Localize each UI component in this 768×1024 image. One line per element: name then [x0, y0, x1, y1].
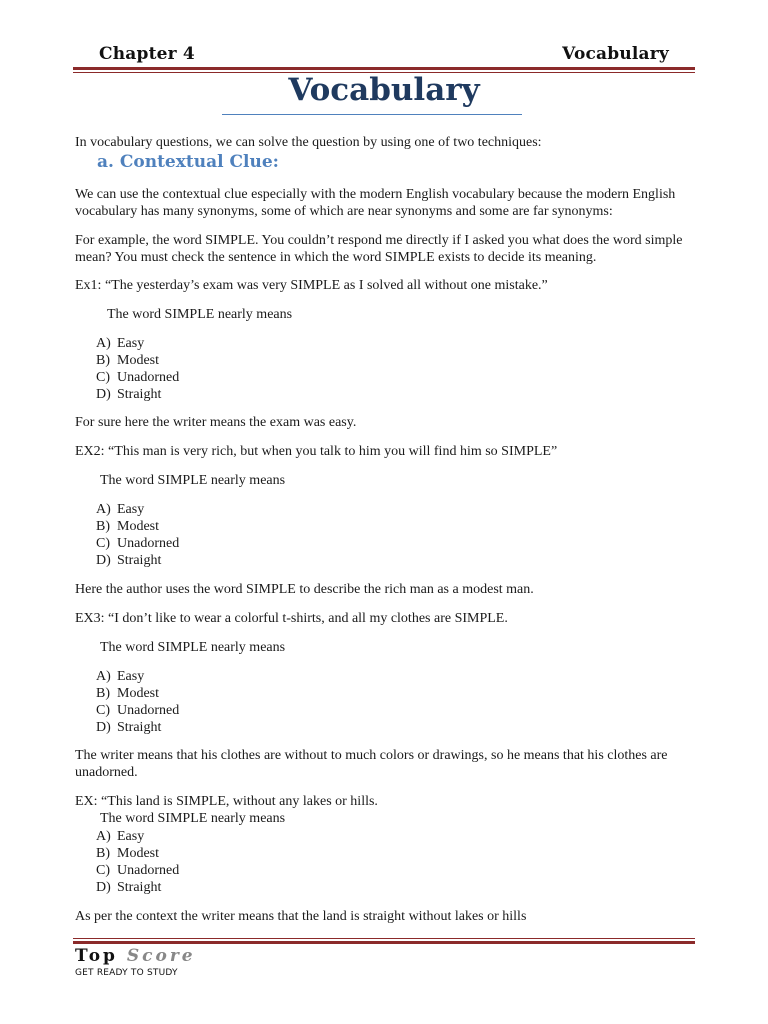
option-a — [96, 501, 179, 518]
example-2-explanation: Here the author uses the word SIMPLE to describe the rich man as a modest man. — [75, 582, 534, 597]
option-text: Easy — [117, 336, 145, 351]
option-a — [96, 668, 179, 685]
option-letter: B) — [96, 846, 110, 861]
example-4-prompt: The word SIMPLE nearly means — [100, 811, 286, 826]
option-c — [96, 535, 179, 552]
option-text: Straight — [117, 553, 162, 568]
option-letter: B) — [96, 686, 110, 701]
option-letter: C) — [96, 863, 110, 878]
option-text: Unadorned — [117, 536, 180, 551]
example-4-options — [96, 828, 179, 896]
paragraph-1: We can use the contextual clue especially with the modern English vocabulary because the modern English vocabulary has many synonyms, some of which are near synonyms and some are far synonyms: — [75, 187, 676, 219]
option-text: Unadorned — [117, 703, 180, 718]
option-d — [96, 879, 179, 896]
option-text: Straight — [117, 387, 162, 402]
page-title: Vocabulary — [288, 72, 480, 108]
title-underline — [222, 114, 522, 115]
option-letter: D) — [96, 880, 111, 895]
option-b — [96, 352, 179, 369]
option-text: Easy — [117, 829, 145, 844]
option-text: Modest — [117, 846, 159, 861]
intro-text: In vocabulary questions, we can solve the question by using one of two techniques: — [75, 135, 542, 150]
paragraph-2: For example, the word SIMPLE. You couldn’t respond me directly if I asked you what does the word simple mean? You must check the sentence in which the word SIMPLE exists to decide its meaning. — [75, 233, 683, 265]
option-text: Straight — [117, 720, 162, 735]
option-text: Modest — [117, 519, 159, 534]
example-2-options — [96, 501, 179, 569]
option-text: Unadorned — [117, 370, 180, 385]
section-label: Vocabulary — [562, 44, 669, 64]
option-text: Unadorned — [117, 863, 180, 878]
example-3-options — [96, 668, 179, 736]
option-letter: B) — [96, 353, 110, 368]
option-d — [96, 552, 179, 569]
option-letter: B) — [96, 519, 110, 534]
option-b — [96, 685, 179, 702]
option-letter: D) — [96, 553, 111, 568]
option-a — [96, 828, 179, 845]
option-letter: A) — [96, 502, 111, 517]
example-4-sentence: EX: “This land is SIMPLE, without any lakes or hills. — [75, 794, 378, 809]
option-letter: D) — [96, 387, 111, 402]
option-letter: C) — [96, 536, 110, 551]
option-text: Straight — [117, 880, 162, 895]
option-text: Modest — [117, 686, 159, 701]
option-letter: A) — [96, 669, 111, 684]
footer-rule-thick — [73, 941, 695, 944]
option-letter: A) — [96, 829, 111, 844]
example-2-sentence: EX2: “This man is very rich, but when you talk to him you will find him so SIMPLE” — [75, 444, 558, 459]
option-c — [96, 702, 179, 719]
example-1-explanation: For sure here the writer means the exam was easy. — [75, 415, 357, 430]
example-2-prompt: The word SIMPLE nearly means — [100, 473, 286, 488]
option-letter: C) — [96, 370, 110, 385]
brand-top: Top — [75, 946, 118, 966]
chapter-label: Chapter 4 — [99, 44, 195, 64]
option-c — [96, 862, 179, 879]
example-1-prompt: The word SIMPLE nearly means — [107, 307, 293, 322]
brand-score: Score — [126, 946, 196, 966]
footer-rule-thin — [73, 938, 695, 939]
example-1-sentence: Ex1: “The yesterday’s exam was very SIMPLE as I solved all without one mistake.” — [75, 278, 548, 293]
example-3-explanation: The writer means that his clothes are without to much colors or drawings, so he means that his clothes are unadorned. — [75, 748, 668, 780]
example-3-sentence: EX3: “I don’t like to wear a colorful t-shirts, and all my clothes are SIMPLE. — [75, 611, 508, 626]
header-rule-thick — [73, 67, 695, 70]
option-letter: C) — [96, 703, 110, 718]
option-text: Easy — [117, 502, 145, 517]
example-3-prompt: The word SIMPLE nearly means — [100, 640, 286, 655]
option-letter: D) — [96, 720, 111, 735]
example-1-options — [96, 335, 179, 403]
subheading: a. Contextual Clue: — [97, 152, 279, 172]
option-a — [96, 335, 179, 352]
option-text: Modest — [117, 353, 159, 368]
example-4-explanation: As per the context the writer means that the land is straight without lakes or hills — [75, 909, 527, 924]
option-text: Easy — [117, 669, 145, 684]
option-b — [96, 518, 179, 535]
option-b — [96, 845, 179, 862]
option-d — [96, 386, 179, 403]
option-letter: A) — [96, 336, 111, 351]
footer-tagline: GET READY TO STUDY — [75, 968, 178, 978]
option-c — [96, 369, 179, 386]
footer-brand — [75, 946, 196, 966]
option-d — [96, 719, 179, 736]
